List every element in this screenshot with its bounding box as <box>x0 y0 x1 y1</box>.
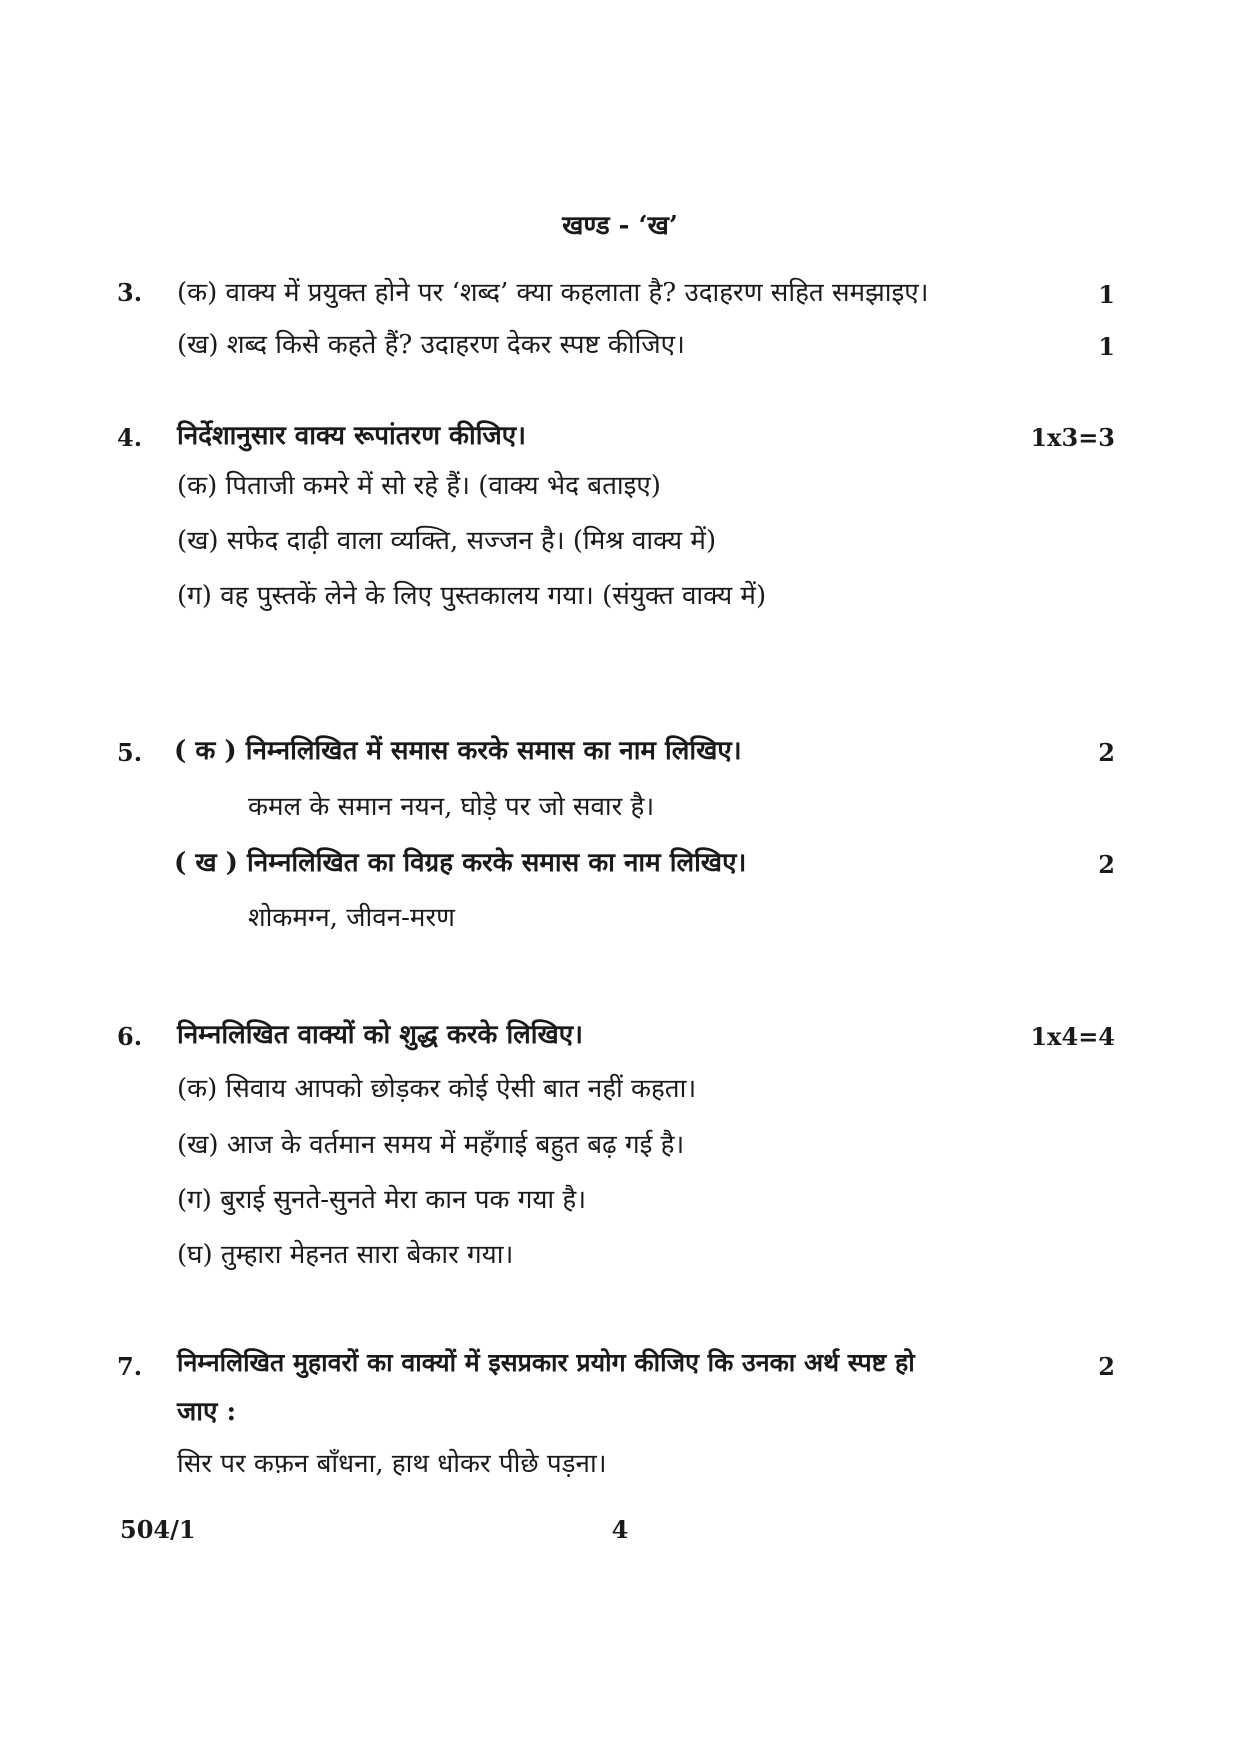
question-3-kha-marks: 1 <box>1098 332 1115 361</box>
question-number: 5. <box>117 738 143 767</box>
question-4-prompt: निर्देशानुसार वाक्य रूपांतरण कीजिए। <box>177 421 527 451</box>
question-6-item-ka: (क) सिवाय आपको छोड़कर कोई ऐसी बात नहीं कहता। <box>177 1074 697 1104</box>
question-6-item-kha: (ख) आज के वर्तमान समय में महँगाई बहुत बढ़ गई है। <box>177 1130 685 1160</box>
question-4-item-ka: (क) पिताजी कमरे में सो रहे हैं। (वाक्य भेद बताइए) <box>177 471 661 501</box>
question-3-part-kha: (ख) शब्द किसे कहते हैं? उदाहरण देकर स्पष्ट कीजिए। <box>177 330 685 360</box>
question-5-part-kha-content: शोकमग्न, जीवन-मरण <box>248 903 455 933</box>
question-6-marks: 1x4=4 <box>1030 1022 1115 1051</box>
question-5-kha-marks: 2 <box>1098 850 1115 879</box>
question-4-marks: 1x3=3 <box>1030 423 1115 452</box>
question-5-part-kha-prompt: ( ख ) निम्नलिखित का विग्रह करके समास का नाम लिखिए। <box>174 848 747 878</box>
question-5-part-ka-content: कमल के समान नयन, घोड़े पर जो सवार है। <box>248 792 655 822</box>
question-7-marks: 2 <box>1098 1352 1115 1381</box>
question-number: 7. <box>117 1352 143 1381</box>
question-7-prompt-line-2: जाए : <box>177 1397 237 1427</box>
section-title: खण्ड - ‘ख’ <box>562 211 678 241</box>
question-5-ka-marks: 2 <box>1098 738 1115 767</box>
question-6-prompt: निम्नलिखित वाक्यों को शुद्ध करके लिखिए। <box>177 1020 584 1050</box>
question-4-item-ga: (ग) वह पुस्तकें लेने के लिए पुस्तकालय गया। (संयुक्त वाक्य में) <box>177 581 767 611</box>
question-number: 3. <box>117 278 143 307</box>
question-7-content: सिर पर कफ़न बाँधना, हाथ धोकर पीछे पड़ना। <box>177 1449 607 1479</box>
question-6-item-gha: (घ) तुम्हारा मेहनत सारा बेकार गया। <box>177 1240 514 1270</box>
question-number: 4. <box>117 423 143 452</box>
question-number: 6. <box>117 1022 143 1051</box>
question-3-ka-marks: 1 <box>1098 280 1115 309</box>
question-6-item-ga: (ग) बुराई सुनते-सुनते मेरा कान पक गया है। <box>177 1185 587 1215</box>
question-5-part-ka-prompt: ( क ) निम्नलिखित में समास करके समास का नाम लिखिए। <box>174 736 742 766</box>
page-number: 4 <box>611 1515 629 1544</box>
question-3-part-ka: (क) वाक्य में प्रयुक्त होने पर ‘शब्द’ क्या कहलाता है? उदाहरण सहित समझाइए। <box>177 278 929 308</box>
paper-code: 504/1 <box>120 1515 196 1544</box>
question-7-prompt-line-1: निम्नलिखित मुहावरों का वाक्यों में इसप्रकार प्रयोग कीजिए कि उनका अर्थ स्पष्ट हो <box>177 1348 915 1377</box>
question-4-item-kha: (ख) सफेद दाढ़ी वाला व्यक्ति, सज्जन है। (मिश्र वाक्य में) <box>177 526 717 556</box>
